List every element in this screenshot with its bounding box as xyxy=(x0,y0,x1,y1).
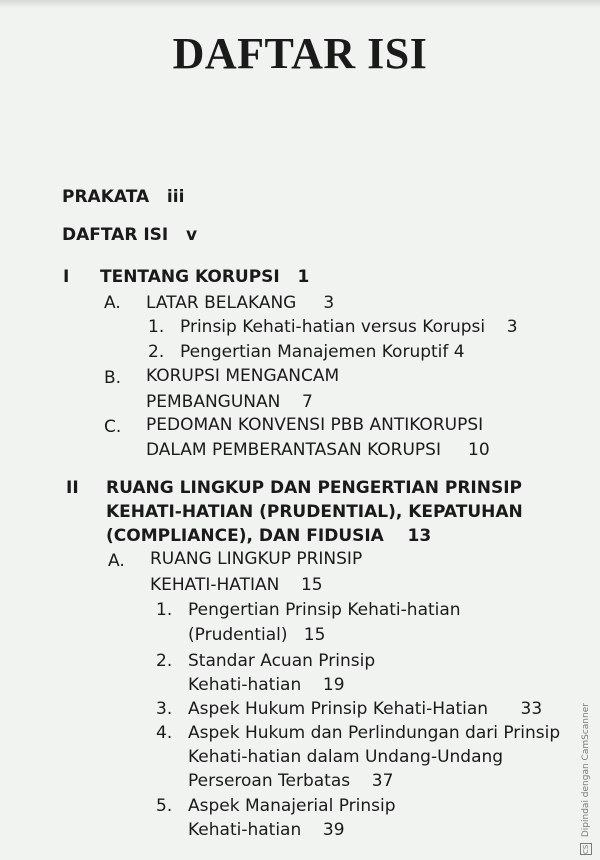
subsection-text: Pengertian Manajemen Koruptif xyxy=(180,342,449,362)
entry-page: iii xyxy=(166,187,185,207)
chapter-title-text: (COMPLIANCE), DAN FIDUSIA xyxy=(106,526,384,546)
watermark-text: Dipindai dengan CamScanner xyxy=(581,703,591,838)
subsection-title xyxy=(180,317,518,337)
subsection-number: 5. xyxy=(156,796,173,816)
section-title xyxy=(146,293,334,313)
subsection-number: 2. xyxy=(156,651,173,671)
section-letter: A. xyxy=(104,293,121,313)
chapter-title xyxy=(100,267,309,287)
subsection-page: 3 xyxy=(506,317,518,337)
section-title-cont xyxy=(150,575,323,595)
entry-label: DAFTAR ISI xyxy=(62,225,169,245)
subsection-text: Kehati-hatian xyxy=(188,820,302,840)
chapter-page: 1 xyxy=(297,267,310,287)
chapter-title-cont xyxy=(106,526,431,546)
subsection-title: Pengertian Prinsip Kehati-hatian xyxy=(188,600,461,620)
camscanner-watermark xyxy=(580,680,596,855)
chapter-page: 13 xyxy=(407,526,432,546)
section-letter: A. xyxy=(108,551,125,571)
section-title: RUANG LINGKUP PRINSIP xyxy=(150,549,363,569)
subsection-text: Kehati-hatian xyxy=(188,675,302,695)
section-letter: C. xyxy=(104,417,122,437)
chapter-title: RUANG LINGKUP DAN PENGERTIAN PRINSIP xyxy=(106,478,522,498)
subsection-number: 1. xyxy=(156,600,173,620)
subsection-title xyxy=(180,342,465,362)
section-page: 7 xyxy=(301,392,313,412)
subsection-number: 1. xyxy=(148,317,165,337)
subsection-text: (Prudential) xyxy=(188,625,288,645)
subsection-title-cont xyxy=(188,771,393,791)
section-page: 3 xyxy=(323,293,335,313)
page-top-shadow xyxy=(0,0,600,8)
subsection-title: Aspek Hukum dan Perlindungan dari Prinsip xyxy=(188,723,561,743)
subsection-text: Aspek Hukum Prinsip Kehati-Hatian xyxy=(188,699,489,719)
section-title: PEDOMAN KONVENSI PBB ANTIKORUPSI xyxy=(146,415,484,435)
subsection-title xyxy=(188,699,542,719)
subsection-title-cont xyxy=(188,820,345,840)
entry-label: PRAKATA xyxy=(62,187,150,207)
toc-entry-daftar-isi xyxy=(62,225,197,245)
subsection-title-cont xyxy=(188,625,325,645)
subsection-page: 19 xyxy=(322,675,345,695)
chapter-number: II xyxy=(66,478,79,498)
subsection-title-cont xyxy=(188,675,345,695)
section-title-text: KEHATI-HATIAN xyxy=(150,575,280,595)
entry-page: v xyxy=(185,225,198,245)
subsection-text: Perseroan Terbatas xyxy=(188,771,351,791)
subsection-page: 4 xyxy=(453,342,465,362)
section-page: 10 xyxy=(468,440,490,460)
chapter-number: I xyxy=(63,267,70,287)
subsection-text: Prinsip Kehati-hatian versus Korupsi xyxy=(180,317,486,337)
subsection-title: Aspek Manajerial Prinsip xyxy=(188,796,396,816)
section-title-text: DALAM PEMBERANTASAN KORUPSI xyxy=(146,440,441,460)
chapter-title-cont: KEHATI-HATIAN (PRUDENTIAL), KEPATUHAN xyxy=(106,502,523,522)
section-page: 15 xyxy=(300,575,323,595)
section-title-text: LATAR BELAKANG xyxy=(146,293,297,313)
camscanner-icon: CS xyxy=(582,844,590,854)
subsection-page: 33 xyxy=(520,699,543,719)
section-title-cont xyxy=(146,440,490,460)
section-letter: B. xyxy=(104,368,122,388)
section-title-text: PEMBANGUNAN xyxy=(146,392,281,412)
chapter-title-text: TENTANG KORUPSI xyxy=(100,267,280,287)
subsection-page: 37 xyxy=(371,771,394,791)
subsection-number: 3. xyxy=(156,699,173,719)
subsection-title-cont: Kehati-hatian dalam Undang-Undang xyxy=(188,747,504,767)
page-title: DAFTAR ISI xyxy=(172,29,428,78)
subsection-title: Standar Acuan Prinsip xyxy=(188,651,376,671)
subsection-number: 2. xyxy=(148,342,165,362)
section-title-cont xyxy=(146,392,313,412)
section-title: KORUPSI MENGANCAM xyxy=(146,366,340,386)
subsection-page: 39 xyxy=(322,820,345,840)
subsection-number: 4. xyxy=(156,723,173,743)
subsection-page: 15 xyxy=(303,625,326,645)
toc-entry-prakata xyxy=(62,187,184,207)
